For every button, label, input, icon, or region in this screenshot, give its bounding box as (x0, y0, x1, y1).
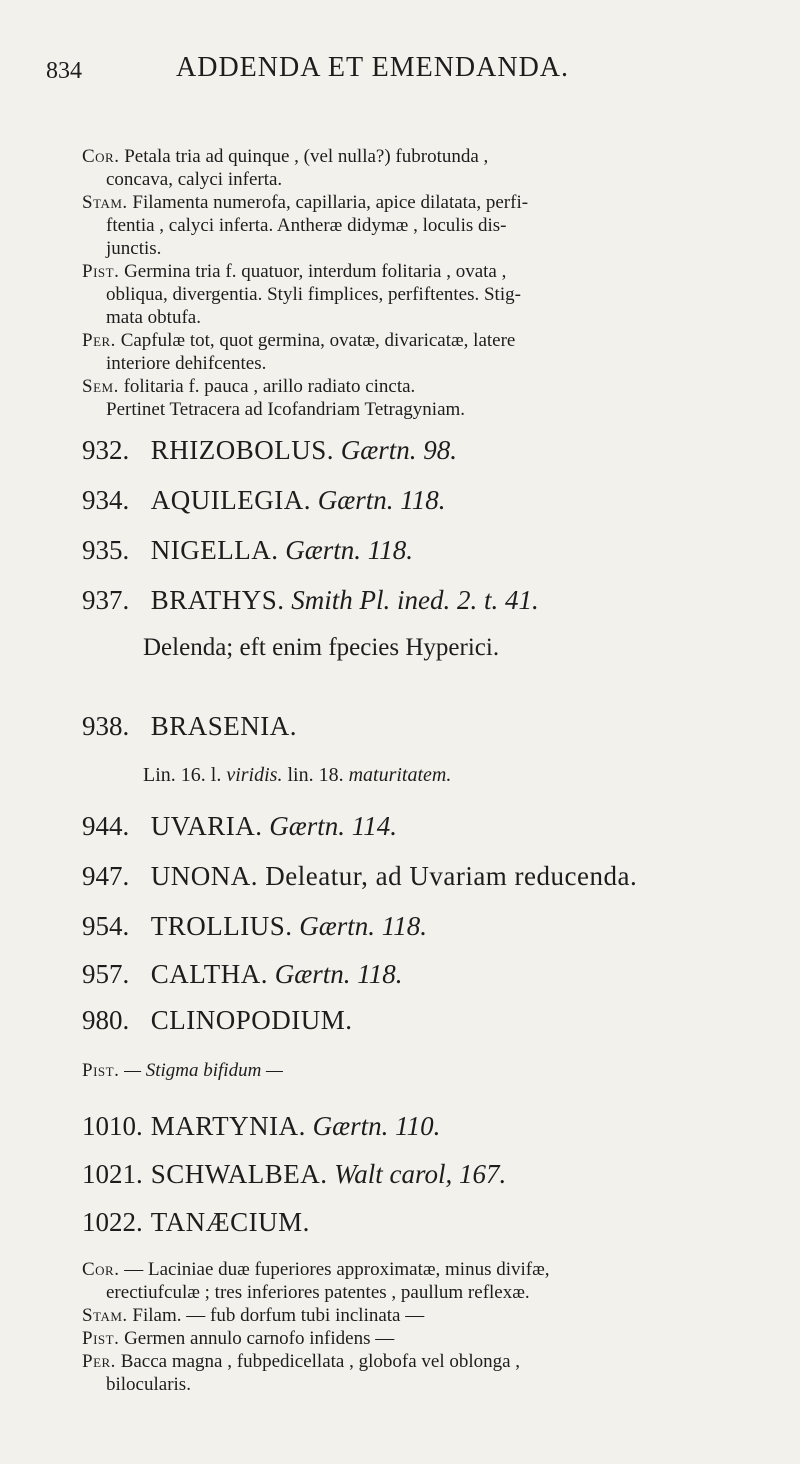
entry-957: 957. CALTHA. Gærtn. 118. (82, 959, 403, 989)
entry-938: 938. BRASENIA. (82, 711, 298, 741)
text-line: Pist. Germen annulo carnofo infidens — (82, 1328, 395, 1349)
text-line: concava, calyci inferta. (106, 169, 283, 190)
text-line: Pertinet Tetracera ad Icofandriam Tetragyniam. (106, 399, 466, 420)
text-line: erectiufculæ ; tres inferiores patentes , paullum reflexæ. (106, 1282, 530, 1303)
entry-1021: 1021. SCHWALBEA. Walt carol, 167. (82, 1159, 507, 1189)
description-block-1 (82, 145, 782, 421)
text-line: ftentia , calyci inferta. Antheræ didymæ , loculis dis- (106, 215, 507, 236)
page-number: 834 (46, 58, 82, 84)
text-line: Per. Bacca magna , fubpedicellata , globofa vel oblonga , (82, 1351, 521, 1372)
text-line: obliqua, divergentia. Styli fimplices, perfiftentes. Stig- (106, 284, 521, 305)
entry-934: 934. AQUILEGIA. Gærtn. 118. (82, 485, 446, 515)
text-line: Cor. — Laciniae duæ fuperiores approximatæ, minus divifæ, (82, 1259, 550, 1280)
entry-980: 980. CLINOPODIUM. (82, 1005, 353, 1035)
entry-1022: 1022. TANÆCIUM. (82, 1207, 310, 1237)
entry-932: 932. RHIZOBOLUS. Gærtn. 98. (82, 435, 458, 465)
brasenia-note: Lin. 16. l. viridis. lin. 18. maturitatem. (143, 764, 452, 786)
entry-935: 935. NIGELLA. Gærtn. 118. (82, 535, 413, 565)
entry-937: 937. BRATHYS. Smith Pl. ined. 2. t. 41. (82, 585, 539, 615)
text-line: Cor. Petala tria ad quinque , (vel nulla?) fubrotunda , (82, 146, 489, 167)
text-line: Per. Capfulæ tot, quot germina, ovatæ, divaricatæ, latere (82, 330, 516, 351)
text-line: junctis. (106, 238, 162, 259)
clinopodium-pist: Pist. — Stigma bifidum — (82, 1060, 283, 1081)
text-line: mata obtufa. (106, 307, 201, 328)
entry-1010: 1010. MARTYNIA. Gærtn. 110. (82, 1111, 441, 1141)
description-block-2 (82, 1258, 782, 1396)
text-line: Stam. Filam. — fub dorfum tubi inclinata — (82, 1305, 425, 1326)
entry-944: 944. UVARIA. Gærtn. 114. (82, 811, 398, 841)
brathys-note: Delenda; eft enim fpecies Hyperici. (143, 634, 500, 661)
text-line: Stam. Filamenta numerofa, capillaria, apice dilatata, perfi- (82, 192, 529, 213)
text-line: bilocularis. (106, 1374, 191, 1395)
entry-954: 954. TROLLIUS. Gærtn. 118. (82, 911, 428, 941)
text-line: interiore dehifcentes. (106, 353, 267, 374)
running-title: ADDENDA ET EMENDANDA. (176, 52, 570, 83)
page-header (46, 52, 766, 98)
text-line: Sem. folitaria f. pauca , arillo radiato cincta. (82, 376, 416, 397)
entry-947: 947. UNONA. Deleatur, ad Uvariam reducenda. (82, 861, 638, 891)
text-line: Pist. Germina tria f. quatuor, interdum folitaria , ovata , (82, 261, 507, 282)
